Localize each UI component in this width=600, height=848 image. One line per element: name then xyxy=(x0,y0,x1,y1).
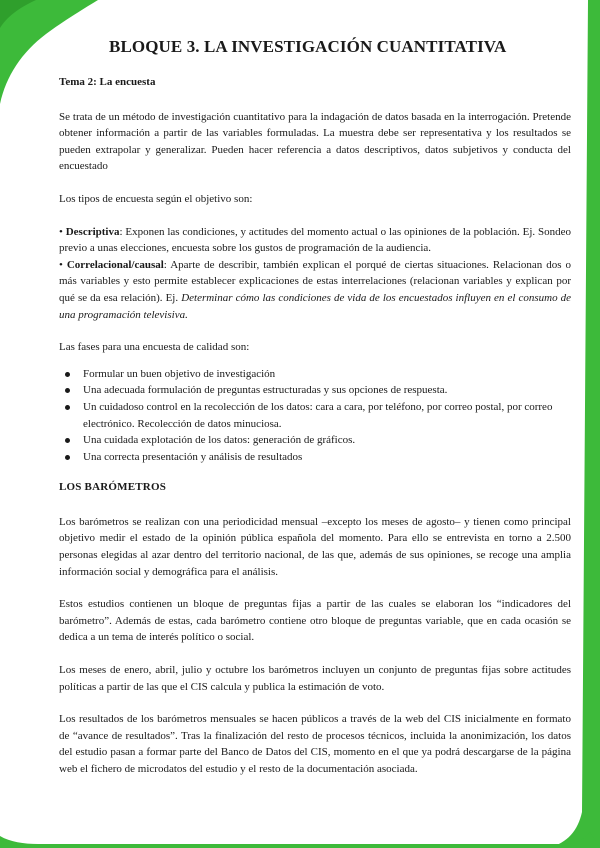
types-intro: Los tipos de encuesta según el objetivo son: xyxy=(59,192,253,205)
list-item xyxy=(59,382,571,399)
body-paragraph: Los meses de enero, abril, julio y octubre los barómetros incluyen un conjunto de preguntas fijas sobre actitudes políticas a partir de las que el CIS calcula y publica la estimación de voto. xyxy=(59,664,571,693)
list-item xyxy=(59,432,571,449)
phase-text: Un cuidadoso control en la recolección de los datos: cara a cara, por teléfono, por correo postal, por correo electrónico. Recolección de datos minuciosa. xyxy=(83,400,553,430)
type-term: Correlacional/causal xyxy=(66,258,164,271)
bullet-dot xyxy=(65,372,70,377)
phases-list xyxy=(59,366,571,466)
bullet-dot xyxy=(65,455,70,460)
type-description: : Aparte de describir, también explican el porqué de ciertas situaciones. Relacionan dos o más variables y esto permite establecer explicaciones de estas interrelaciones (relacionan variables y explican por qué se da esa relación). Ej. xyxy=(59,258,572,304)
bullet-char: • xyxy=(59,225,63,238)
document-page xyxy=(59,36,571,778)
section-heading: LOS BARÓMETROS xyxy=(59,481,167,494)
types-list xyxy=(59,224,571,324)
type-description: : Exponen las condiciones, y actitudes del momento actual o las opiniones de la población. Ej. Sondeo previo a unas elecciones, encuesta sobre los gustos de programación de la audiencia. xyxy=(59,225,572,255)
phase-text: Formular un buen objetivo de investigación xyxy=(83,367,276,380)
type-example: Determinar cómo las condiciones de vida de los encuestados influyen en el consumo de una programación televisiva. xyxy=(59,291,572,321)
phase-text: Una cuidada explotación de los datos: generación de gráficos. xyxy=(83,434,356,447)
phases-intro: Las fases para una encuesta de calidad son: xyxy=(59,341,250,354)
page-title: BLOQUE 3. LA INVESTIGACIÓN CUANTITATIVA xyxy=(109,37,507,56)
body-paragraph: Los barómetros se realizan con una periodicidad mensual –excepto los meses de agosto– y tienen como principal objetivo medir el estado de la opinión pública española del momento. Para ello se entrevista en torno a 2.500 personas elegidas al azar dentro del territorio nacional, de las que, además de sus opiniones, se recoge una amplia información social y demográfica para el análisis. xyxy=(59,515,571,578)
bullet-dot xyxy=(65,438,70,443)
type-item xyxy=(59,224,571,257)
list-item xyxy=(59,366,571,383)
type-item xyxy=(59,257,571,323)
phase-text: Una correcta presentación y análisis de resultados xyxy=(83,450,303,463)
bottom-green-border xyxy=(0,832,600,848)
type-term: Descriptiva xyxy=(65,225,120,238)
body-paragraph: Estos estudios contienen un bloque de preguntas fijas a partir de las cuales se elaboran los “indicadores del barómetro”. Además de estas, cada barómetro contiene otro bloque de preguntas variable, que en cada ocasión se dedica a un tema de interés político o social. xyxy=(59,598,571,644)
list-item xyxy=(59,399,571,432)
body-paragraph: Los resultados de los barómetros mensuales se hacen públicos a través de la web del CIS inicialmente en formato de “avance de resultados”. Tras la finalización del resto de procesos técnicos, incluida la anonimización, los datos del estudio pasan a formar parte del Banco de Datos del CIS, momento en el que ya podrá descargarse de la página web el fichero de microdatos del estudio y el resto de la documentación asociada. xyxy=(59,713,571,775)
bullet-dot xyxy=(65,388,70,393)
bullet-char: • xyxy=(59,258,63,271)
topic-heading: Tema 2: La encuesta xyxy=(59,76,156,88)
bullet-dot xyxy=(65,405,70,410)
phase-text: Una adecuada formulación de preguntas estructuradas y sus opciones de respuesta. xyxy=(83,384,448,397)
intro-paragraph: Se trata de un método de investigación cuantitativo para la indagación de datos basada en la interrogación. Pretende obtener información a partir de las variables formuladas. La muestra debe ser representativa y los resultados se pueden extrapolar y generalizar. Pueden hacer referencia a datos descriptivos, datos subjetivos y conducta del encuestado xyxy=(59,110,571,173)
list-item xyxy=(59,449,571,466)
